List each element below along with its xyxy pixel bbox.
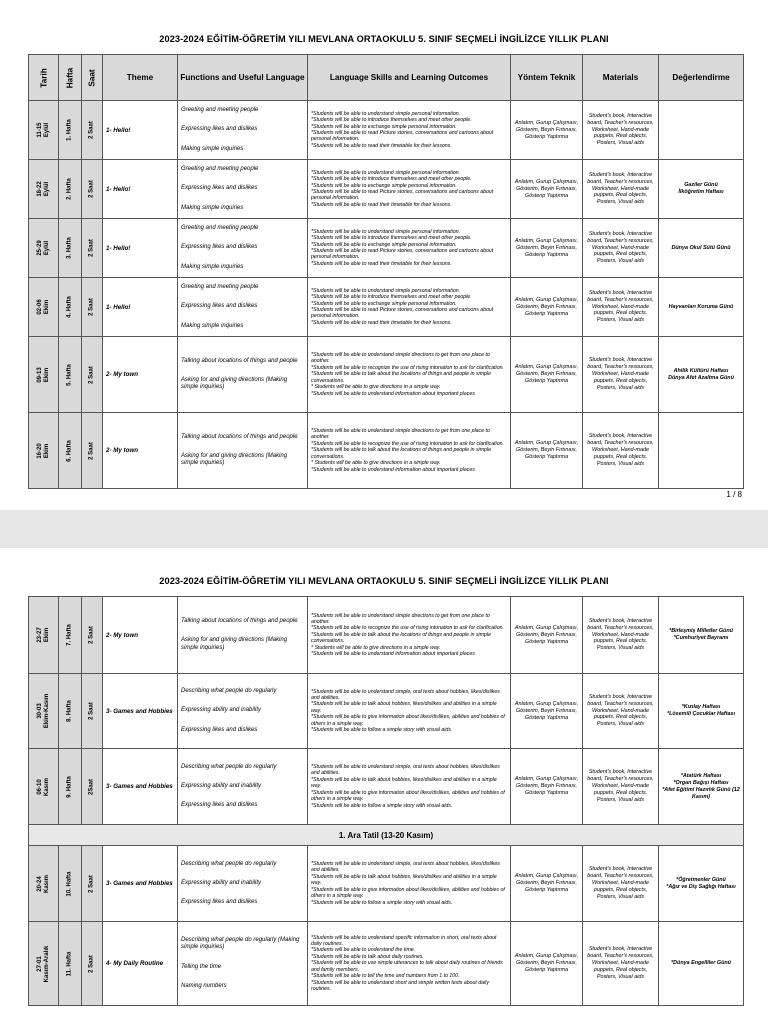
- date-cell-text: 23-27 Ekim: [36, 627, 50, 643]
- evaluation-cell: [659, 219, 744, 278]
- date-cell-text: 27-01 Kasım-Aralık: [36, 945, 50, 982]
- skill-item: *Students will be able to understand information about important places: [311, 390, 475, 397]
- hours-cell-text: 2 Saat: [88, 121, 95, 139]
- evaluation-cell: [659, 597, 744, 674]
- materials-cell: Student's book, Interactive board, Teacher's resources, Worksheet, Hand-made puppets, Real objects, Posters, Visual aids: [583, 337, 659, 413]
- date-cell: [29, 674, 59, 749]
- evaluation-item: *Kızılay Haftası: [681, 704, 721, 710]
- evaluation-item: İlköğretim Haftası: [678, 189, 724, 195]
- materials-cell: Student's book, Interactive board, Teacher's resources, Worksheet, Hand-made puppets, Real objects, Posters, Visual aids: [583, 922, 659, 1006]
- header-hours: Saat: [82, 55, 103, 101]
- skill-item: *Students will be able to understand simple, oral texts about hobbies, likes/dislikes and abilities.: [311, 688, 500, 701]
- hours-cell: [82, 674, 103, 749]
- theme-cell: 4- My Daily Routine: [103, 922, 178, 1006]
- hours-cell: [82, 160, 103, 219]
- function-item: Talking about locations of things and people: [181, 618, 298, 625]
- evaluation-item: *Lösemili Çocuklar Haftası: [666, 711, 735, 717]
- week-cell-text: 9. Hafta: [66, 775, 73, 798]
- function-item: Expressing likes and dislikes: [181, 802, 258, 809]
- table-row: [29, 922, 744, 1006]
- page-gap: [0, 510, 768, 548]
- skill-item: *Students will be able to recognize the use of rising intonation to ask for clarification.: [311, 440, 504, 447]
- evaluation-item: *Afet Eğitimi Hazırlık Günü (12 Kasım): [662, 786, 740, 800]
- table-row: [29, 160, 744, 219]
- header-functions: Functions and Useful Language: [178, 55, 308, 101]
- materials-cell: Student's book, Interactive board, Teacher's resources, Worksheet, Hand-made puppets, Real objects, Posters, Visual aids: [583, 219, 659, 278]
- functions-cell: [178, 597, 308, 674]
- table-row: [29, 278, 744, 337]
- table-row: [29, 219, 744, 278]
- skill-item: * Students will be able to give directions in a simple way.: [311, 644, 441, 651]
- skill-item: *Students will be able to give information about likes/dislikes, abilities and hobbies of others in a simple way.: [311, 789, 505, 803]
- skill-item: *Students will be able to understand short and simple written texts about daily routines.: [311, 979, 489, 992]
- hours-cell: [82, 846, 103, 922]
- evaluation-item: Gaziler Günü: [684, 182, 718, 188]
- skill-item: *Students will be able to exchange simple personal information.: [311, 123, 457, 130]
- skill-item: *Students will be able to read Picture stories, conversations and cartoons about personal information.: [311, 307, 494, 320]
- skills-cell: [308, 922, 511, 1006]
- materials-cell: Student's book, Interactive board, Teacher's resources, Worksheet, Hand-made puppets, Real objects, Posters, Visual aids: [583, 413, 659, 489]
- date-cell-text: 09-13 Ekim: [36, 366, 50, 383]
- week-cell-text: 4. Hafta: [66, 296, 73, 318]
- theme-cell: 1- Hello!: [103, 219, 178, 278]
- functions-cell: [178, 219, 308, 278]
- week-cell: [59, 278, 82, 337]
- evaluation-cell: [659, 922, 744, 1006]
- functions-cell: [178, 337, 308, 413]
- evaluation-item: *Atatürk Haftası: [680, 772, 722, 779]
- method-cell: Anlatım, Gurup Çalışması, Gösterim, Beyin Fırtınası, Gösterip Yaptırma: [511, 278, 583, 337]
- date-cell: [29, 597, 59, 674]
- week-cell: [59, 749, 82, 825]
- date-cell-text: 20-24 Kasım: [36, 874, 50, 893]
- materials-cell: Student's book, Interactive board, Teacher's resources, Worksheet, Hand-made puppets, Real objects, Posters, Visual aids: [583, 160, 659, 219]
- function-item: Talking about locations of things and people: [181, 433, 298, 440]
- materials-cell: Student's book, Interactive board, Teacher's resources, Worksheet, Hand-made puppets, Real objects, Posters, Visual aids: [583, 597, 659, 674]
- evaluation-cell: [659, 160, 744, 219]
- functions-cell: [178, 749, 308, 825]
- functions-cell: [178, 101, 308, 160]
- skill-item: *Students will be able to exchange simple personal information.: [311, 182, 457, 189]
- skill-item: *Students will be able to talk about hobbies, likes/dislikes and abilities in a simple way.: [311, 873, 497, 887]
- materials-cell: Student's book, Interactive board, Teacher's resources, Worksheet, Hand-made puppets, Real objects, Posters, Visual aids: [583, 846, 659, 922]
- skill-item: *Students will be able to talk about hobbies, likes/dislikes and abilities in a simple way.: [311, 776, 497, 790]
- skill-item: *Students will be able to introduce themselves and meet other people.: [311, 235, 472, 242]
- week-cell: [59, 219, 82, 278]
- theme-cell: 1- Hello!: [103, 278, 178, 337]
- skill-item: *Students will be able to understand simple personal information.: [311, 228, 461, 235]
- header-skills: Language Skills and Learning Outcomes: [308, 55, 511, 101]
- skills-cell: [308, 749, 511, 825]
- hours-cell-text: 2Saat: [88, 778, 95, 795]
- week-cell-text: 2. Hafta: [66, 178, 73, 200]
- function-item: Expressing likes and dislikes: [181, 303, 258, 310]
- skill-item: *Students will be able to read Picture stories, conversations and cartoons about personal information.: [311, 189, 494, 202]
- header-week: Hafta: [59, 55, 82, 101]
- date-cell-text: 18-22 Eylül: [36, 181, 50, 197]
- hours-cell-text: 2 Saat: [88, 626, 95, 644]
- week-cell-text: 7. Hafta: [66, 624, 73, 646]
- skill-item: *Students will be able to understand simple directions to get from one place to another.: [311, 352, 490, 365]
- evaluation-item: *Öğretmenler Günü: [676, 876, 726, 883]
- date-cell: [29, 413, 59, 489]
- function-item: Describing what people do regularly: [181, 688, 277, 695]
- skill-item: *Students will be able to talk about daily routines.: [311, 953, 424, 960]
- skill-item: *Students will be able to talk about the locations of things and people in simple conversations.: [311, 631, 491, 645]
- function-item: Expressing likes and dislikes: [181, 899, 258, 906]
- skills-cell: [308, 219, 511, 278]
- skill-item: *Students will be able to talk about the locations of things and people in simple conversations.: [311, 447, 491, 460]
- method-cell: Anlatım, Gurup Çalışması, Gösterim, Beyin Fırtınası, Gösterip Yaptırma: [511, 101, 583, 160]
- hours-cell-text: 2 Saat: [88, 441, 95, 460]
- theme-cell: 3- Games and Hobbies: [103, 674, 178, 749]
- function-item: Telling the time: [181, 963, 222, 970]
- evaluation-item: *Cumhuriyet Bayramı: [673, 635, 729, 641]
- skills-cell: [308, 674, 511, 749]
- table-row: [29, 337, 744, 413]
- table-row: [29, 846, 744, 922]
- evaluation-item: *Organ Bağışı Haftası: [673, 779, 729, 786]
- skill-item: *Students will be able to talk about the locations of things and people in simple conversations.: [311, 371, 491, 384]
- evaluation-item: Hayvanları Koruma Günü: [668, 303, 734, 310]
- function-item: Asking for and giving directions (Making simple inquiries): [181, 452, 288, 467]
- theme-cell: 2- My town: [103, 337, 178, 413]
- evaluation-cell: [659, 278, 744, 337]
- function-item: Greeting and meeting people: [181, 166, 259, 173]
- hours-cell-text: 2 Saat: [88, 954, 95, 973]
- skill-item: *Students will be able to understand simple personal information.: [311, 169, 461, 176]
- skill-item: *Students will be able to read their timetable for their lessons.: [311, 319, 452, 326]
- hours-cell: [82, 413, 103, 489]
- skill-item: *Students will be able to read their timetable for their lessons.: [311, 142, 452, 149]
- skill-item: *Students will be able to read Picture stories, conversations and cartoons about personal information.: [311, 130, 494, 143]
- theme-cell: 1- Hello!: [103, 160, 178, 219]
- function-item: Expressing likes and dislikes: [181, 185, 258, 192]
- function-item: Expressing ability and inability: [181, 782, 262, 789]
- hours-cell: [82, 922, 103, 1006]
- holiday-label: 1. Ara Tatil (13-20 Kasım): [29, 825, 744, 846]
- skill-item: *Students will be able to understand information about important places: [311, 466, 475, 473]
- functions-cell: [178, 846, 308, 922]
- skill-item: *Students will be able to recognize the use of rising intonation to ask for clarification.: [311, 625, 504, 632]
- materials-cell: Student's book, Interactive board, Teacher's resources, Worksheet, Hand-made puppets, Real objects, Posters, Visual aids: [583, 278, 659, 337]
- skills-cell: [308, 278, 511, 337]
- skill-item: *Students will be able to use simple utterances to talk about daily routines of friends and family members.: [311, 960, 503, 973]
- date-cell-text: 11-15 Eylül: [36, 122, 50, 138]
- materials-cell: Student's book, Interactive board, Teacher's resources, Worksheet, Hand-made puppets, Real objects, Posters, Visual aids: [583, 749, 659, 825]
- date-cell-text: 06-10 Kasım: [36, 777, 50, 796]
- evaluation-cell: [659, 674, 744, 749]
- skill-item: *Students will be able to read their timetable for their lessons.: [311, 201, 452, 208]
- plan-page-1: [0, 0, 768, 510]
- function-item: Describing what people do regularly: [181, 763, 277, 770]
- skill-item: *Students will be able to understand information about important places: [311, 651, 475, 658]
- skill-item: *Students will be able to understand simple, oral texts about hobbies, likes/dislikes and abilities.: [311, 764, 500, 777]
- table-row: [29, 413, 744, 489]
- skills-cell: [308, 597, 511, 674]
- theme-cell: 1- Hello!: [103, 101, 178, 160]
- week-cell: [59, 160, 82, 219]
- week-cell: [59, 922, 82, 1006]
- skill-item: *Students will be able to introduce themselves and meet other people.: [311, 176, 472, 183]
- week-cell-text: 5. Hafta: [66, 363, 73, 386]
- function-item: Making simple inquiries: [181, 322, 244, 329]
- method-cell: Anlatım, Gurup Çalışması, Gösterim, Beyin Fırtınası, Gösterip Yaptırma: [511, 219, 583, 278]
- hours-cell-text: 2 Saat: [88, 239, 95, 257]
- date-cell: [29, 337, 59, 413]
- table-row: [29, 749, 744, 825]
- evaluation-item: Dünya Okul Sütü Günü: [671, 244, 731, 251]
- table-row: [29, 101, 744, 160]
- functions-cell: [178, 674, 308, 749]
- function-item: Talking about locations of things and people: [181, 357, 298, 364]
- skill-item: *Students will be able to exchange simple personal information.: [311, 300, 457, 307]
- skill-item: *Students will be able to read Picture stories, conversations and cartoons about personal information.: [311, 248, 494, 261]
- function-item: Naming numbers: [181, 982, 227, 989]
- table-row: [29, 674, 744, 749]
- hours-cell: [82, 337, 103, 413]
- skill-item: *Students will be able to give information about likes/dislikes, abilities and hobbies of others in a simple way.: [311, 714, 505, 727]
- function-item: Making simple inquiries: [181, 263, 244, 270]
- functions-cell: [178, 413, 308, 489]
- function-item: Greeting and meeting people: [181, 284, 259, 291]
- skill-item: *Students will be able to give information about likes/dislikes, abilities and hobbies of others in a simple way.: [311, 886, 505, 900]
- evaluation-cell: [659, 337, 744, 413]
- hours-cell: [82, 749, 103, 825]
- skill-item: *Students will be able to introduce themselves and meet other people.: [311, 294, 472, 301]
- hours-cell: [82, 597, 103, 674]
- date-cell-text: 16-20 Ekim: [36, 442, 50, 459]
- function-item: Greeting and meeting people: [181, 107, 259, 114]
- evaluation-item: *Birleşmiş Milletler Günü: [669, 628, 733, 634]
- evaluation-cell: [659, 413, 744, 489]
- header-theme: Theme: [103, 55, 178, 101]
- week-cell: [59, 674, 82, 749]
- function-item: Expressing likes and dislikes: [181, 726, 258, 733]
- skill-item: * Students will be able to give directions in a simple way.: [311, 460, 441, 467]
- skills-cell: [308, 337, 511, 413]
- date-cell-text: 02-06 Ekim: [36, 299, 50, 315]
- function-item: Greeting and meeting people: [181, 225, 259, 232]
- hours-cell-text: 2 Saat: [88, 180, 95, 198]
- skill-item: *Students will be able to understand simple directions to get from one place to another.: [311, 428, 490, 441]
- function-item: Expressing ability and inability: [181, 707, 262, 714]
- skill-item: *Students will be able to follow a simple story with visual aids.: [311, 802, 453, 809]
- date-cell: [29, 278, 59, 337]
- skills-cell: [308, 846, 511, 922]
- header-method: Yöntem Teknik: [511, 55, 583, 101]
- date-cell: [29, 219, 59, 278]
- yearly-plan-table: [28, 596, 744, 1006]
- method-cell: Anlatım, Gurup Çalışması, Gösterim, Beyin Fırtınası, Gösterip Yaptırma: [511, 749, 583, 825]
- skill-item: *Students will be able to introduce themselves and meet other people.: [311, 117, 472, 124]
- method-cell: Anlatım, Gurup Çalışması, Gösterim, Beyin Fırtınası, Gösterip Yaptırma: [511, 922, 583, 1006]
- method-cell: Anlatım, Gurup Çalışması, Gösterim, Beyin Fırtınası, Gösterip Yaptırma: [511, 337, 583, 413]
- method-cell: Anlatım, Gurup Çalışması, Gösterim, Beyin Fırtınası, Gösterip Yaptırma: [511, 160, 583, 219]
- materials-cell: Student's book, Interactive board, Teacher's resources, Worksheet, Hand-made puppets, Real objects, Posters, Visual aids: [583, 674, 659, 749]
- method-cell: Anlatım, Gurup Çalışması, Gösterim, Beyin Fırtınası, Gösterip Yaptırma: [511, 597, 583, 674]
- theme-cell: 2- My town: [103, 597, 178, 674]
- evaluation-item: *Dünya Engelliler Günü: [671, 960, 731, 966]
- skill-item: *Students will be able to understand simple, oral texts about hobbies, likes/dislikes and abilities.: [311, 861, 500, 874]
- date-cell-text: 25-29 Eylül: [36, 240, 50, 256]
- week-cell: [59, 337, 82, 413]
- skill-item: *Students will be able to follow a simple story with visual aids.: [311, 727, 453, 734]
- evaluation-cell: [659, 101, 744, 160]
- functions-cell: [178, 160, 308, 219]
- evaluation-item: Ahilik Kültürü Haftası: [673, 367, 729, 374]
- week-cell-text: 10. Hafta: [66, 870, 73, 897]
- skills-cell: [308, 413, 511, 489]
- header-evaluation: Değerlendirme: [659, 55, 744, 101]
- table-row: [29, 597, 744, 674]
- theme-cell: 2- My town: [103, 413, 178, 489]
- date-cell-text: 30-03 Ekim-Kasım: [36, 693, 50, 729]
- function-item: Making simple inquiries: [181, 145, 244, 152]
- evaluation-cell: [659, 846, 744, 922]
- function-item: Describing what people do regularly (Making simple inquiries): [181, 937, 300, 951]
- week-cell: [59, 846, 82, 922]
- hours-cell: [82, 219, 103, 278]
- method-cell: Anlatım, Gurup Çalışması, Gösterim, Beyin Fırtınası, Gösterip Yaptırma: [511, 674, 583, 749]
- table-header-row: [29, 55, 744, 101]
- function-item: Expressing ability and inability: [181, 879, 262, 886]
- week-cell-text: 1. Hafta: [66, 119, 73, 141]
- skill-item: *Students will be able to tell the time and numbers from 1 to 100.: [311, 973, 460, 980]
- theme-cell: 3- Games and Hobbies: [103, 749, 178, 825]
- functions-cell: [178, 278, 308, 337]
- header-date: Tarih: [29, 55, 59, 101]
- date-cell: [29, 846, 59, 922]
- date-cell: [29, 749, 59, 825]
- skills-cell: [308, 160, 511, 219]
- week-cell-text: 3. Hafta: [66, 237, 73, 259]
- functions-cell: [178, 922, 308, 1006]
- hours-cell-text: 2 Saat: [88, 298, 95, 316]
- header-materials: Materials: [583, 55, 659, 101]
- function-item: Describing what people do regularly: [181, 860, 277, 867]
- skill-item: *Students will be able to understand simple directions to get from one place to another.: [311, 612, 490, 625]
- hours-cell: [82, 278, 103, 337]
- skill-item: *Students will be able to understand simple personal information.: [311, 110, 461, 117]
- evaluation-item: Dünya Afet Azaltma Günü: [668, 374, 734, 381]
- function-item: Making simple inquiries: [181, 204, 244, 211]
- document-title: 2023-2024 EĞİTİM-ÖĞRETİM YILI MEVLANA ORTAOKULU 5. SINIF SEÇMELİ İNGİLİZCE YILLIK PLANI: [159, 576, 609, 586]
- date-cell: [29, 101, 59, 160]
- function-item: Expressing likes and dislikes: [181, 244, 258, 251]
- week-cell: [59, 597, 82, 674]
- skill-item: *Students will be able to recognize the use of rising intonation to ask for clarification.: [311, 364, 504, 371]
- function-item: Expressing likes and dislikes: [181, 126, 258, 133]
- plan-page-2: [0, 548, 768, 1024]
- hours-cell-text: 2 Saat: [88, 874, 95, 893]
- week-cell-text: 11. Hafta: [66, 951, 73, 976]
- document-title: 2023-2024 EĞİTİM-ÖĞRETİM YILI MEVLANA ORTAOKULU 5. SINIF SEÇMELİ İNGİLİZCE YILLIK PLANI: [159, 34, 609, 44]
- method-cell: Anlatım, Gurup Çalışması, Gösterim, Beyin Fırtınası, Gösterip Yaptırma: [511, 846, 583, 922]
- function-item: Asking for and giving directions (Making simple inquiries): [181, 376, 288, 391]
- hours-cell-text: 2 Saat: [88, 365, 95, 384]
- page-number: 1 / 8: [726, 490, 742, 499]
- skill-item: *Students will be able to exchange simple personal information.: [311, 241, 457, 248]
- skill-item: *Students will be able to read their timetable for their lessons.: [311, 260, 452, 267]
- evaluation-item: *Ağız ve Diş Sağlığı Haftası: [666, 883, 736, 890]
- materials-cell: Student's book, Interactive board, Teacher's resources, Worksheet, Hand-made puppets, Real objects, Posters, Visual aids: [583, 101, 659, 160]
- function-item: Asking for and giving directions (Making simple inquiries): [181, 637, 288, 651]
- skill-item: *Students will be able to understand simple personal information.: [311, 287, 461, 294]
- week-cell-text: 6. Hafta: [66, 439, 73, 462]
- skill-item: *Students will be able to understand the time.: [311, 947, 416, 954]
- skill-item: * Students will be able to give directions in a simple way.: [311, 384, 441, 391]
- hours-cell-text: 2 Saat: [88, 702, 95, 720]
- theme-cell: 3- Games and Hobbies: [103, 846, 178, 922]
- date-cell: [29, 922, 59, 1006]
- hours-cell: [82, 101, 103, 160]
- week-cell: [59, 101, 82, 160]
- yearly-plan-table: [28, 54, 744, 489]
- skill-item: *Students will be able to understand specific information in short, oral texts about daily routines.: [311, 934, 497, 948]
- week-cell: [59, 413, 82, 489]
- date-cell: [29, 160, 59, 219]
- skill-item: *Students will be able to talk about hobbies, likes/dislikes and abilities in a simple way.: [311, 701, 497, 714]
- evaluation-cell: [659, 749, 744, 825]
- holiday-row: [29, 825, 744, 846]
- week-cell-text: 8. Hafta: [66, 700, 73, 722]
- skills-cell: [308, 101, 511, 160]
- method-cell: Anlatım, Gurup Çalışması, Gösterim, Beyin Fırtınası, Gösterip Yaptırma: [511, 413, 583, 489]
- skill-item: *Students will be able to follow a simple story with visual aids.: [311, 899, 453, 906]
